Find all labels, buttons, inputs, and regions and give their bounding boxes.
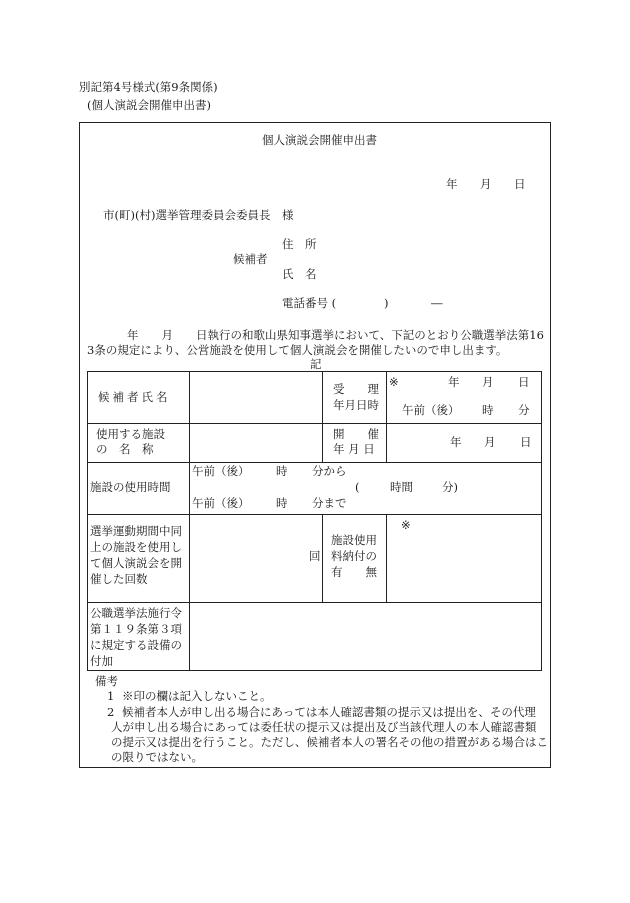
date-day: 日 xyxy=(514,177,526,191)
notes-heading: 備考 xyxy=(95,674,118,688)
event-date-field[interactable] xyxy=(387,424,542,463)
form-reference: 別記第4号様式(第9条関係) xyxy=(79,80,218,94)
receipt-day: 日 xyxy=(518,375,530,389)
receipt-ampm: 午前（後） xyxy=(402,403,460,417)
event-month: 月 xyxy=(484,435,496,449)
facility-label-1: 使用する施設 xyxy=(96,427,165,441)
to-hour: 時 xyxy=(276,496,288,510)
facility-label-2: の 名 称 xyxy=(96,442,154,456)
receipt-datetime-field xyxy=(387,372,542,424)
note-2-line-2: 人が申し出る場合にあっては委任状の提示又は提出及び当該代理人の本人確認書類 xyxy=(111,720,537,734)
form-title: 個人演説会開催申出書 xyxy=(262,133,377,147)
previous-count-label: 選挙運動期間中同上の施設を使用して個人演説会を開催した回数 xyxy=(90,524,182,586)
receipt-hour: 時 xyxy=(482,403,494,417)
facility-name-field[interactable] xyxy=(190,424,323,463)
office-use-mark: ※ xyxy=(401,518,411,532)
office-use-mark: ※ xyxy=(389,375,399,389)
fee-label-1: 施設使用 xyxy=(331,533,377,547)
note-2-line-1: 候補者本人が申し出る場合にあっては本人確認書類の提示又は提出を、その代理 xyxy=(122,705,536,719)
count-unit: 回 xyxy=(309,549,321,563)
addressee: 市(町)(村)選挙管理委員会委員長 様 xyxy=(103,208,294,222)
to-minute: 分まで xyxy=(312,496,347,510)
candidate-name-label: 候補者氏名 xyxy=(98,390,171,404)
note-2-number: 2 xyxy=(107,705,115,719)
note-2-line-3: の提示又は提出を行うこと。ただし、候補者本人の署名その他の措置がある場合はこ xyxy=(111,735,548,749)
address-label: 住 所 xyxy=(282,237,317,251)
form-table xyxy=(87,371,542,671)
event-year: 年 xyxy=(450,435,462,449)
equipment-label: 公職選挙法施行令第１１９条第３項に規定する設備の付加 xyxy=(90,606,182,668)
receipt-label-2: 年月日時 xyxy=(333,398,379,412)
phone-label: 電話番号 ( xyxy=(282,296,337,310)
ki-label: 記 xyxy=(310,357,322,371)
note-1-number: 1 xyxy=(107,689,115,703)
phone-close: ) xyxy=(384,296,389,310)
from-minute: 分から xyxy=(312,464,347,478)
date-month: 月 xyxy=(480,177,492,191)
usage-time-field[interactable] xyxy=(190,463,542,515)
event-day: 日 xyxy=(520,435,532,449)
event-date-label-2: 年 月 日 xyxy=(333,442,375,456)
table-row xyxy=(88,603,542,671)
usage-time-label: 施設の使用時間 xyxy=(90,480,171,494)
note-1-text: ※印の欄は記入しないこと。 xyxy=(122,689,272,703)
table-row xyxy=(88,515,542,603)
receipt-label-1: 受 理 xyxy=(333,382,379,396)
table-row xyxy=(88,424,542,463)
from-ampm: 午前（後） xyxy=(192,464,250,478)
receipt-year: 年 xyxy=(448,375,460,389)
to-ampm: 午前（後） xyxy=(192,496,250,510)
name-label: 氏 名 xyxy=(282,267,317,281)
previous-count-field[interactable] xyxy=(190,515,323,603)
duration-open: ( xyxy=(355,480,360,494)
fee-label-2: 料納付の xyxy=(331,549,377,563)
note-2-line-4: の限りではない。 xyxy=(111,750,203,764)
table-row xyxy=(88,372,542,424)
applicant-label: 候補者 xyxy=(233,252,268,266)
duration-minutes: 分) xyxy=(442,480,458,494)
phone-dash: ― xyxy=(431,296,443,310)
from-hour: 時 xyxy=(276,464,288,478)
receipt-month: 月 xyxy=(482,375,494,389)
fee-label-3: 有 無 xyxy=(331,565,377,579)
fee-status-field xyxy=(387,515,542,603)
table-row xyxy=(88,463,542,515)
body-line-1: 年 月 日執行の和歌山県知事選挙において、下記のとおり公職選挙法第16 xyxy=(127,328,544,342)
event-date-label-1: 開 催 xyxy=(333,427,379,441)
body-line-2: 3条の規定により、公営施設を使用して個人演説会を開催したいので申し出ます。 xyxy=(87,343,508,357)
candidate-name-field[interactable] xyxy=(190,372,323,424)
equipment-field[interactable] xyxy=(190,603,542,671)
form-subtitle: (個人演説会開催申出書) xyxy=(87,98,211,112)
duration-hours: 時間 xyxy=(390,480,413,494)
receipt-minute: 分 xyxy=(518,403,530,417)
date-year: 年 xyxy=(446,177,458,191)
